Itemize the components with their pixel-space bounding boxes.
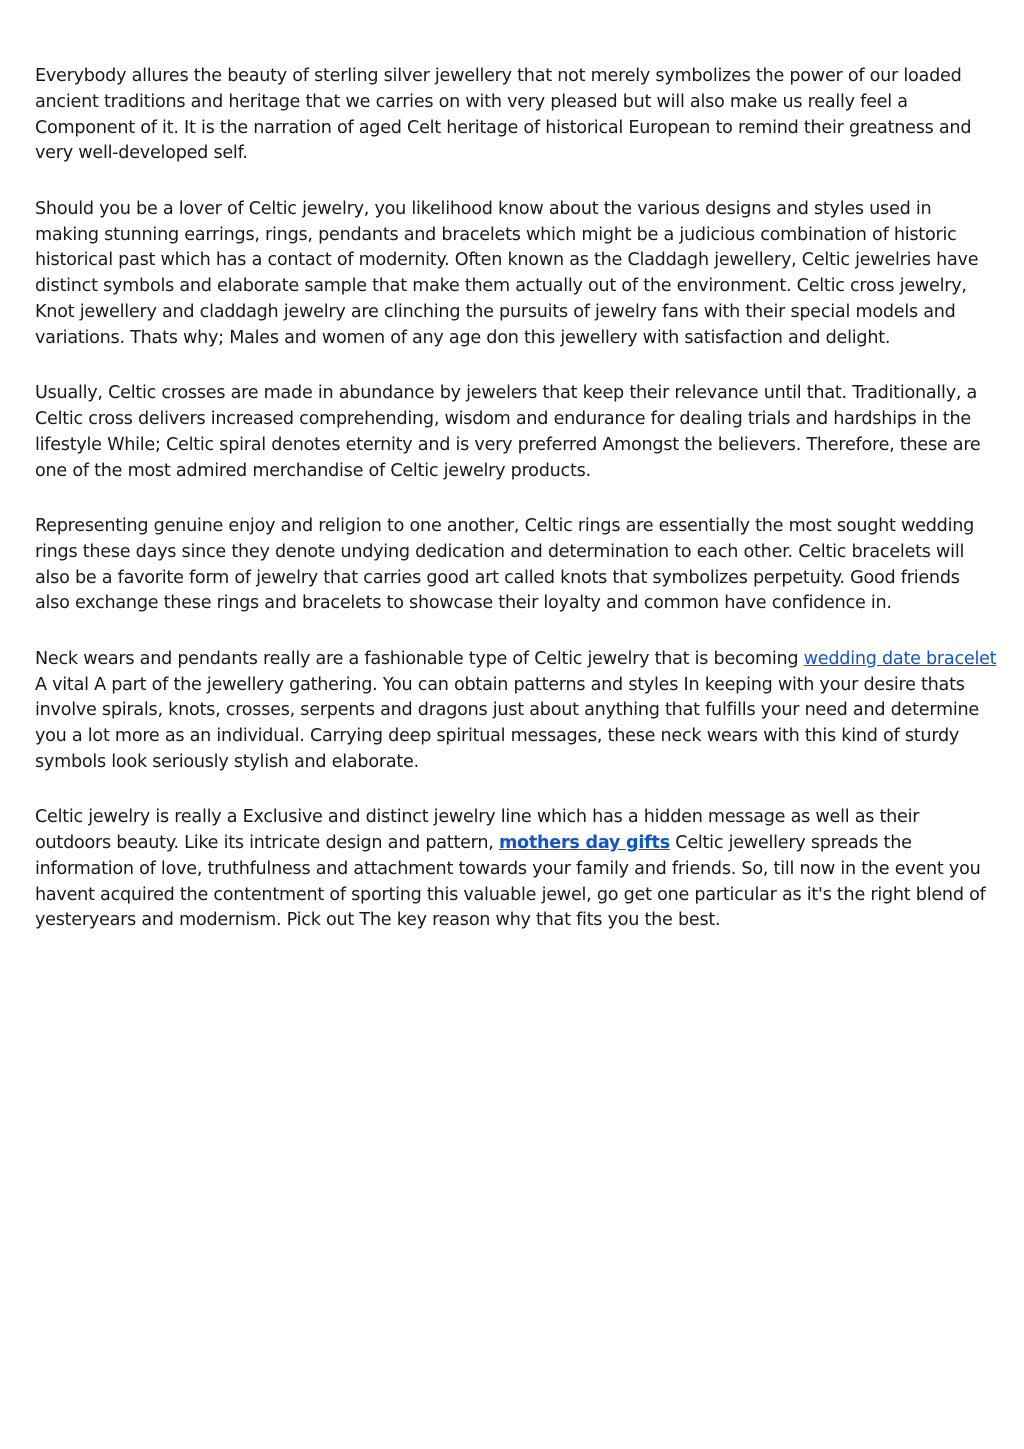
paragraph-3: [35, 381, 997, 484]
wedding-date-bracelet-link[interactable]: wedding date bracelet: [803, 648, 997, 669]
paragraph-4: [35, 514, 997, 617]
paragraph-2-text: Should you be a lover of Celtic jewelry, you likelihood know about the various designs and styles used in making stunning earrings, rings, pendants and bracelets which might be a judicious combination of historic historical past which has a contact of modernity. Often known as the Claddagh jewellery, Celtic jewelries have distinct symbols and elaborate sample that make them actually out of the environment. Celtic cross jewelry, Knot jewellery and claddagh jewelry are clinching the pursuits of jewelry fans with their special models and variations. Thats why; Males and women of any age don this jewellery with satisfaction and delight.: [35, 198, 979, 348]
paragraph-3-text: Usually, Celtic crosses are made in abundance by jewelers that keep their relevance until that. Traditionally, a Celtic cross delivers increased comprehending, wisdom and endurance for dealing trials and hardships in the lifestyle While; Celtic spiral denotes eternity and is very preferred Amongst the believers. Therefore, these are one of the most admired merchandise of Celtic jewelry products.: [35, 383, 981, 481]
paragraph-1: [35, 64, 997, 167]
paragraph-1-text: Everybody allures the beauty of sterling silver jewellery that not merely symbolizes the power of our loaded ancient traditions and heritage that we carries on with very pleased but will also make us really feel a Component of it. It is the narration of aged Celt heritage of historical European to remind their greatness and very well-developed self.: [35, 66, 972, 164]
paragraph-2: [35, 197, 997, 352]
paragraph-5-text-before: Neck wears and pendants really are a fashionable type of Celtic jewelry that is becoming: [35, 648, 804, 669]
document-page: [35, 64, 997, 964]
paragraph-4-text: Representing genuine enjoy and religion to one another, Celtic rings are essentially the most sought wedding rings these days since they denote undying dedication and determination to each other. Celtic bracelets will also be a favorite form of jewelry that carries good art called knots that symbolizes perpetuity. Good friends also exchange these rings and bracelets to showcase their loyalty and common have confidence in.: [35, 515, 975, 614]
paragraph-6: [35, 805, 997, 934]
mothers-day-gifts-link[interactable]: mothers day gifts: [498, 833, 670, 854]
paragraph-6-text-before: Celtic jewelry is really a Exclusive and distinct jewelry line which has a hidden message as well as their outdoors beauty. Like its intricate design and pattern,: [35, 807, 920, 854]
paragraph-5: [35, 647, 997, 776]
paragraph-6-text-after: Celtic jewellery spreads the information of love, truthfulness and attachment towards your family and friends. So, till now in the event you havent acquired the contentment of sporting this valuable jewel, go get one particular as it's the right blend of yesteryears and modernism. Pick out The key reason why that fits you the best.: [35, 833, 986, 931]
paragraph-5-text-after: A vital A part of the jewellery gathering. You can obtain patterns and styles In keeping with your desire thats involve spirals, knots, crosses, serpents and dragons just about anything that fulfills your need and determine you a lot more as an individual. Carrying deep spiritual messages, these neck wears with this kind of sturdy symbols look seriously stylish and elaborate.: [35, 674, 980, 772]
